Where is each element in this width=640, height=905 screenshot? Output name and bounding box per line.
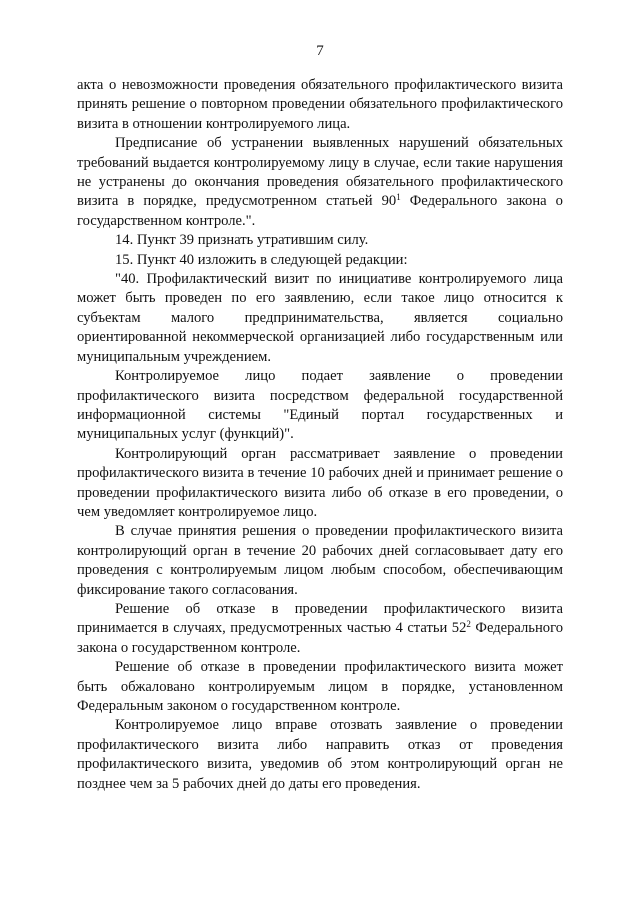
paragraph-text: 15. Пункт 40 изложить в следующей редакции: [115,251,408,268]
paragraph [77,251,563,270]
paragraph [77,445,563,523]
paragraph [77,231,563,250]
superscript: 2 [466,619,471,630]
paragraph [77,76,563,134]
paragraph-text: Контролирующий орган рассматривает заявление о проведении профилактического визита в течение 10 рабочих дней и принимает решение о проведении профилактического визита либо об отказе в его проведении, о чем уведомляет контролируемое лицо. [77,445,563,520]
paragraph [77,600,563,658]
paragraph-text: "40. Профилактический визит по инициативе контролируемого лица может быть проведен по его заявлению, если такое лицо относится к субъектам малого предпринимательства, является социально ориентированной некоммерческой организацией либо государственным или муниципальным учреждением. [77,271,563,365]
superscript: 1 [396,192,401,203]
paragraph-text: Решение об отказе в проведении профилактического визита принимается в случаях, предусмотренных частью 4 статьи 52 [77,600,563,637]
paragraph-text: акта о невозможности проведения обязательного профилактического визита принять решение о повторном проведении обязательного профилактического визита в отношении контролируемого лица. [77,77,563,132]
paragraph-text-tail: Федерального закона о государственном контроле.". [77,193,563,229]
paragraph-text: 14. Пункт 39 признать утратившим силу. [115,232,369,249]
page-number: 7 [316,43,324,59]
paragraph [77,658,563,716]
document-body [77,76,563,794]
paragraph-text: Контролируемое лицо вправе отозвать заявление о проведении профилактического визита либо направить отказ от проведения профилактического визита, уведомив об этом контролирующий орган не позднее чем за 5 рабочих дней до даты его проведения. [77,717,563,792]
paragraph [77,270,563,367]
paragraph-text: Предписание об устранении выявленных нарушений обязательных требований выдается контролируемому лицу в случае, если такие нарушения не устранены до окончания проведения обязательного профилактического визита в порядке, предусмотренном статьей 90 [77,135,563,210]
paragraph [77,367,563,445]
paragraph-text-tail: Федерального закона о государственном контроле. [77,620,563,656]
paragraph [77,522,563,600]
paragraph-text: Контролируемое лицо подает заявление о проведении профилактического визита посредством федеральной государственной информационной системы "Единый портал государственных и муниципальных услуг (функций)". [77,368,563,443]
paragraph [77,716,563,794]
paragraph-text: Решение об отказе в проведении профилактического визита может быть обжаловано контролируемым лицом в порядке, установленном Федеральным законом о государственном контроле. [77,659,563,714]
paragraph [77,134,563,231]
paragraph-text: В случае принятия решения о проведении профилактического визита контролирующий орган в течение 20 рабочих дней согласовывает дату его проведения с контролируемым лицом любым способом, обеспечивающим фиксирование такого согласования. [77,523,563,598]
